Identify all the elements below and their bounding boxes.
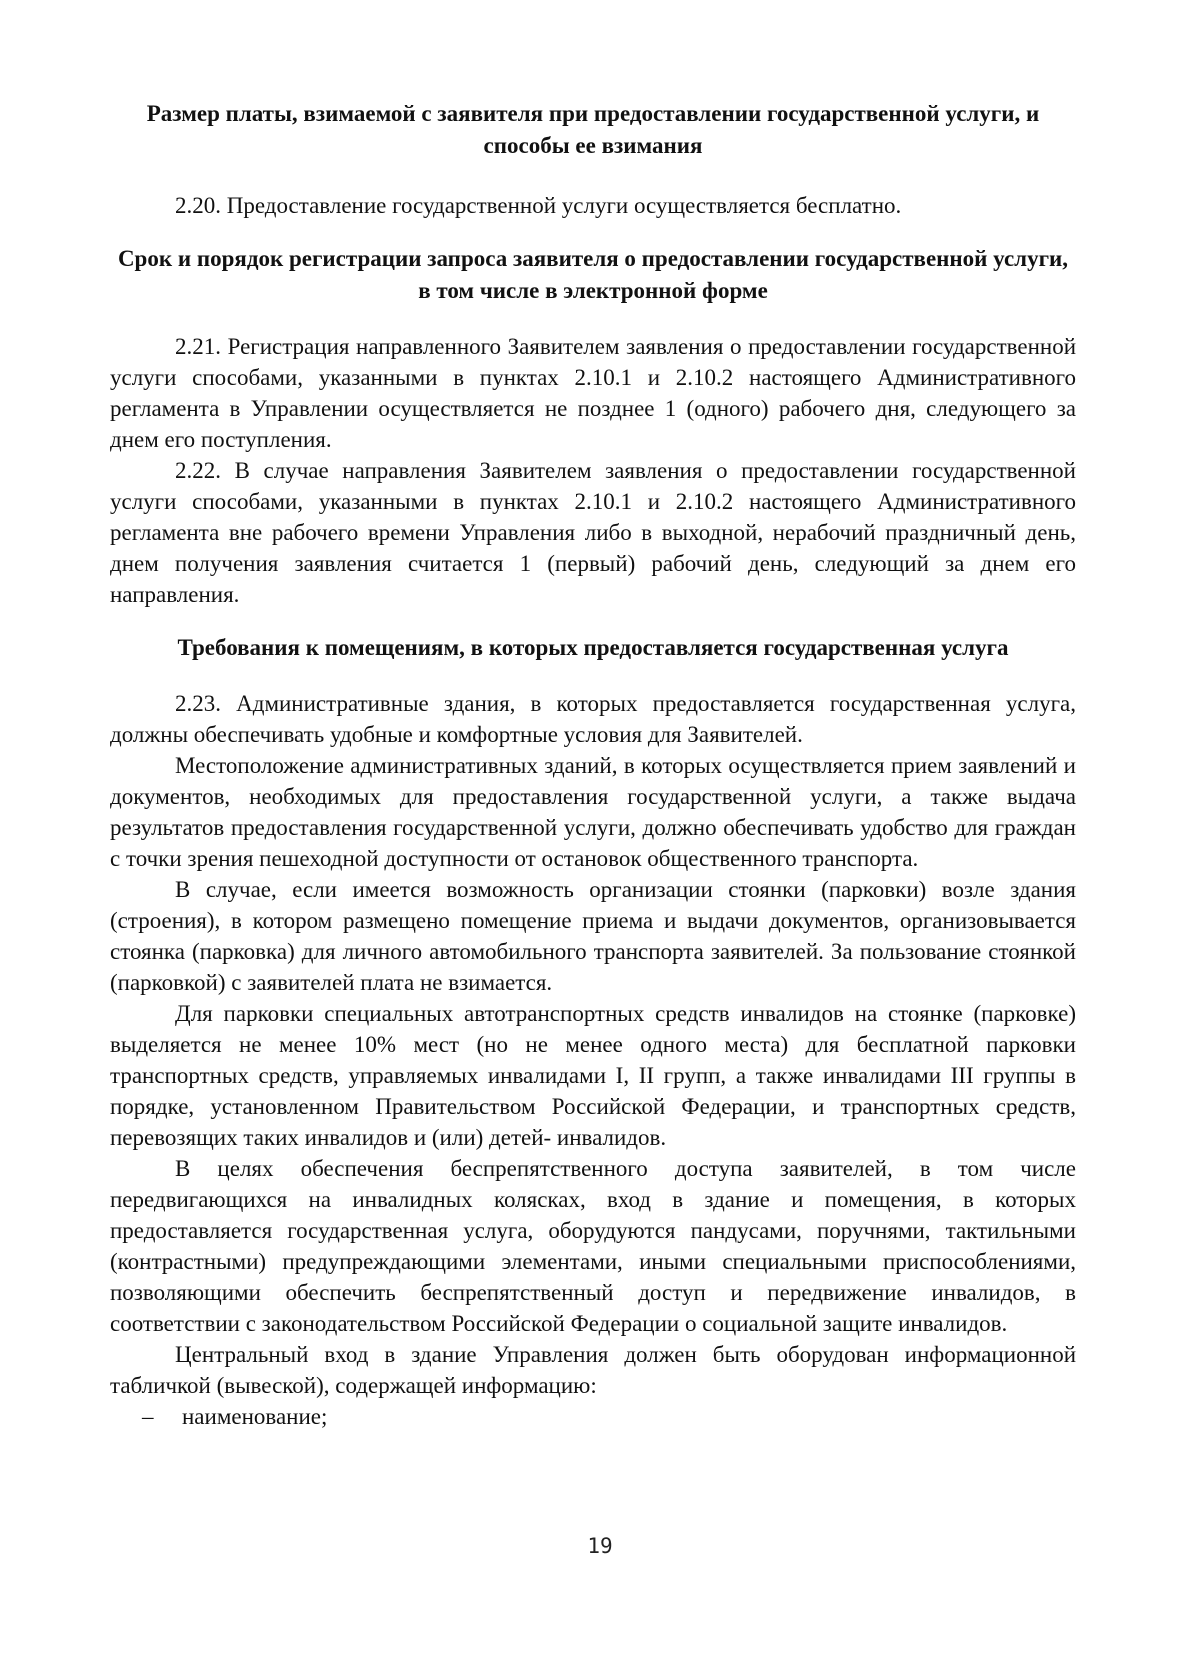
- paragraph-2-21: 2.21. Регистрация направленного Заявителем заявления о предоставлении государственной услуги способами, указанными в пунктах 2.10.1 и 2.10.2 настоящего Административного регламента в Управлении осуществляется не позднее 1 (одного) рабочего дня, следующего за днем его поступления.: [110, 334, 1076, 452]
- paragraph-2-23: 2.23. Административные здания, в которых предоставляется государственная услуга, должны обеспечивать удобные и комфортные условия для Заявителей.: [110, 691, 1076, 747]
- section-heading-registration: Срок и порядок регистрации запроса заявителя о предоставлении государственной услуги, в том числе в электронной форме: [117, 246, 1069, 303]
- section-heading-fee: Размер платы, взимаемой с заявителя при предоставлении государственной услуги, и способы ее взимания: [146, 101, 1040, 158]
- paragraph-accessibility: В целях обеспечения беспрепятственного доступа заявителей, в том числе передвигающихся на инвалидных колясках, вход в здание и помещения, в которых предоставляется государственная услуга, оборудуются пандусами, поручнями, тактильными (контрастными) предупреждающими элементами, иными специальными приспособлениями, позволяющими обеспечить беспрепятственный доступ и передвижение инвалидов, в соответствии с законодательством Российской Федерации о социальной защите инвалидов.: [110, 1156, 1076, 1336]
- paragraph-entrance: Центральный вход в здание Управления должен быть оборудован информационной табличкой (вывеской), содержащей информацию:: [110, 1342, 1076, 1398]
- page-content: [110, 98, 1076, 1432]
- list-item-text: наименование;: [182, 1404, 328, 1429]
- paragraph-parking: В случае, если имеется возможность организации стоянки (парковки) возле здания (строения), в котором размещено помещение приема и выдачи документов, организовывается стоянка (парковка) для личного автомобильного транспорта заявителей. За пользование стоянкой (парковкой) с заявителей плата не взимается.: [110, 877, 1076, 995]
- paragraph-disabled-parking: Для парковки специальных автотранспортных средств инвалидов на стоянке (парковке) выделяется не менее 10% мест (но не менее одного места) для бесплатной парковки транспортных средств, управляемых инвалидами I, II групп, а также инвалидами III группы в порядке, установленном Правительством Российской Федерации, и транспортных средств, перевозящих таких инвалидов и (или) детей- инвалидов.: [110, 1001, 1076, 1150]
- list-dash: –: [142, 1404, 154, 1429]
- paragraph-2-20: 2.20. Предоставление государственной услуги осуществляется бесплатно.: [175, 193, 902, 218]
- paragraph-2-22: 2.22. В случае направления Заявителем заявления о предоставлении государственной услуги способами, указанными в пунктах 2.10.1 и 2.10.2 настоящего Административного регламента вне рабочего времени Управления либо в выходной, нерабочий праздничный день, днем получения заявления считается 1 (первый) рабочий день, следующий за днем его направления.: [110, 458, 1076, 607]
- section-heading-premises: Требования к помещениям, в которых предоставляется государственная услуга: [177, 635, 1009, 660]
- list-item: [110, 1401, 1076, 1432]
- paragraph-location: Местоположение административных зданий, в которых осуществляется прием заявлений и документов, необходимых для предоставления государственной услуги, а также выдача результатов предоставления государственной услуги, должно обеспечивать удобство для граждан с точки зрения пешеходной доступности от остановок общественного транспорта.: [110, 753, 1076, 871]
- page-number: 19: [587, 1534, 613, 1558]
